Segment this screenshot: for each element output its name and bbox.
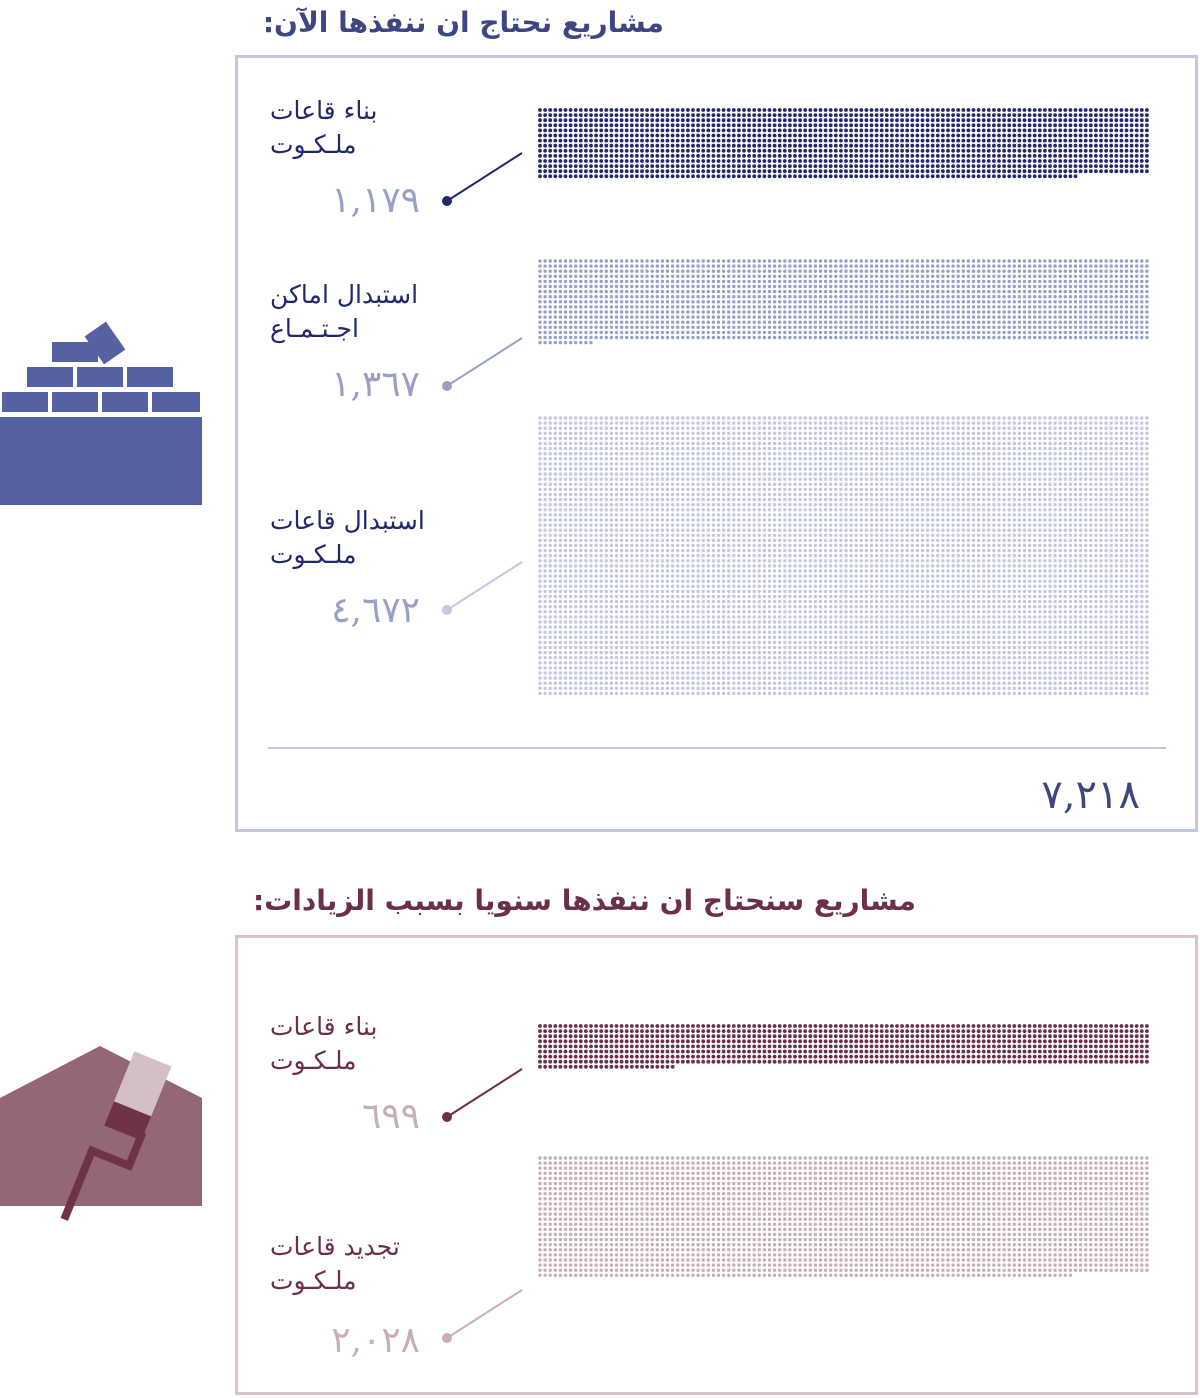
label-line-1: بناء قاعات [270,96,378,125]
bar-1 [538,259,1148,344]
chart-title-annual-projects: مشاريع سنحتاج ان ننفذها سنويا بسبب الزيادات: [252,884,916,917]
label-replace-halls [270,504,510,572]
label-build-halls [270,94,510,162]
value-label-renovate-halls: ٢,٠٢٨ [331,1320,420,1361]
leader-dot-2 [442,605,452,615]
label-line-2: ملـكـوت [270,1266,357,1295]
leader-dot-0 [442,196,452,206]
bar-0 [538,108,1149,178]
leader-dot-4 [442,1333,452,1343]
label-annual-build-halls [270,1010,510,1078]
label-line-1: تجديد قاعات [270,1232,400,1261]
value-label-replace-meeting-places: ١,٣٦٧ [331,364,420,405]
bar-2 [538,416,1148,695]
leader-dot-3 [442,1112,452,1122]
bar-4 [538,1156,1148,1277]
leader-dot-1 [442,381,452,391]
label-line-2: ملـكـوت [270,1046,357,1075]
label-line-2: ملـكـوت [270,130,357,159]
label-line-1: بناء قاعات [270,1012,378,1041]
value-label-build-halls: ١,١٧٩ [331,180,420,221]
total-value: ٧,٢١٨ [1041,772,1140,818]
chart-title-current-projects: مشاريع نحتاج ان ننفذها الآن: [262,6,664,39]
label-line-2: اجـتـمـاع [270,314,359,343]
label-line-1: استبدال قاعات [270,506,425,535]
bar-3 [538,1024,1149,1069]
label-line-2: ملـكـوت [270,540,357,569]
value-label-replace-halls: ٤,٦٧٢ [331,590,420,631]
value-label-annual-build-halls: ٦٩٩ [361,1096,420,1137]
label-replace-meeting-places [270,278,510,346]
label-renovate-halls [270,1230,510,1298]
label-line-1: استبدال اماكن [270,280,419,309]
